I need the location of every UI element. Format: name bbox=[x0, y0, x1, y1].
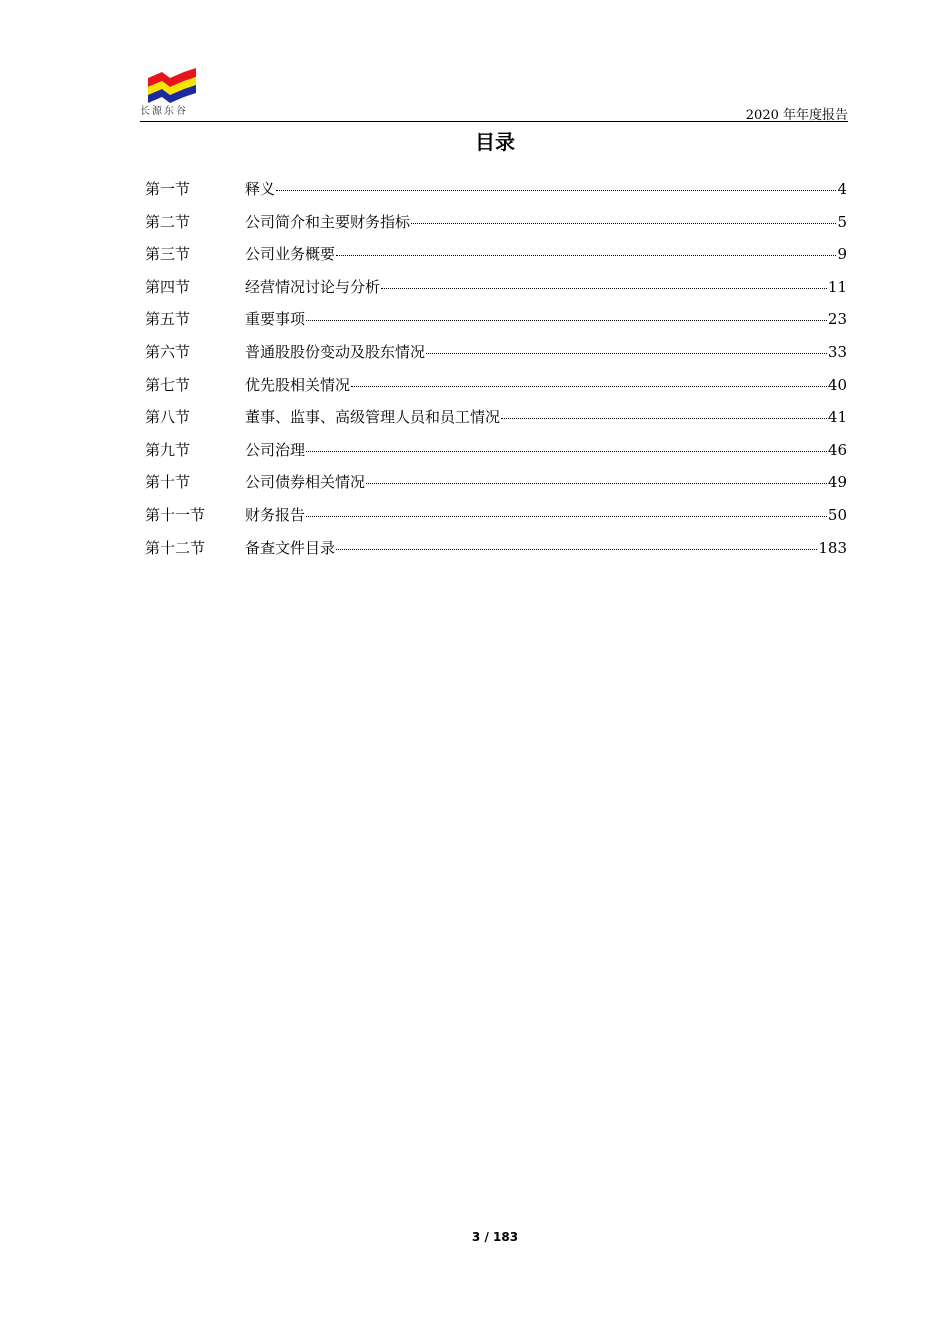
toc-section-number: 第七节 bbox=[145, 375, 191, 394]
toc-entry bbox=[245, 276, 847, 297]
toc-item[interactable] bbox=[145, 374, 847, 407]
toc-section-number: 第五节 bbox=[145, 310, 191, 329]
toc-entry bbox=[245, 406, 847, 427]
toc-section-number: 第八节 bbox=[145, 408, 191, 427]
logo-text: 长源东谷 bbox=[140, 106, 188, 117]
toc-entry bbox=[245, 504, 847, 525]
toc-dot-leader bbox=[306, 451, 827, 452]
toc-dot-leader bbox=[366, 483, 827, 484]
toc-dot-leader bbox=[336, 255, 836, 256]
toc-entry bbox=[245, 308, 847, 329]
header-divider bbox=[140, 121, 848, 122]
toc-section-title[interactable]: 优先股相关情况 bbox=[245, 375, 351, 394]
toc-page-number: 9 bbox=[837, 245, 847, 264]
toc-section-title[interactable]: 经营情况讨论与分析 bbox=[245, 277, 381, 296]
toc-entry bbox=[245, 374, 847, 395]
toc-section-number: 第四节 bbox=[145, 277, 191, 296]
toc-section-number: 第一节 bbox=[145, 180, 191, 198]
toc-item[interactable] bbox=[145, 439, 847, 472]
page-header bbox=[140, 66, 848, 122]
toc-section-title[interactable]: 重要事项 bbox=[245, 310, 306, 329]
toc-entry bbox=[245, 178, 847, 199]
toc-section-title[interactable]: 公司业务概要 bbox=[245, 245, 336, 264]
toc-section-title[interactable]: 公司简介和主要财务指标 bbox=[245, 212, 411, 231]
toc-section-title[interactable]: 普通股股份变动及股东情况 bbox=[245, 342, 426, 361]
toc-title: 目录 bbox=[475, 130, 515, 154]
toc-item[interactable] bbox=[145, 211, 847, 244]
toc-item[interactable] bbox=[145, 243, 847, 276]
toc-page-number: 46 bbox=[827, 440, 847, 459]
toc-page-number: 183 bbox=[818, 538, 847, 557]
toc-dot-leader bbox=[426, 353, 827, 354]
toc-section-number: 第二节 bbox=[145, 212, 191, 231]
toc-page-number: 4 bbox=[837, 180, 847, 198]
toc-dot-leader bbox=[306, 516, 827, 517]
toc-page-number: 50 bbox=[827, 505, 847, 524]
toc-entry bbox=[245, 537, 847, 558]
toc-page-number: 5 bbox=[837, 212, 847, 231]
page-number: 3 / 183 bbox=[471, 1230, 519, 1244]
toc-section-number: 第三节 bbox=[145, 245, 191, 264]
toc-item[interactable] bbox=[145, 537, 847, 570]
toc-dot-leader bbox=[276, 190, 836, 191]
toc-dot-leader bbox=[411, 223, 836, 224]
toc-page-number: 40 bbox=[827, 375, 847, 394]
toc-item[interactable] bbox=[145, 471, 847, 504]
toc-page-number: 49 bbox=[827, 473, 847, 492]
toc-item[interactable] bbox=[145, 341, 847, 374]
toc-page-number: 11 bbox=[827, 277, 847, 296]
toc-dot-leader bbox=[336, 549, 817, 550]
toc-entry bbox=[245, 341, 847, 362]
toc-item[interactable] bbox=[145, 504, 847, 537]
toc-section-number: 第六节 bbox=[145, 342, 191, 361]
toc-page-number: 23 bbox=[827, 310, 847, 329]
toc-dot-leader bbox=[306, 320, 827, 321]
report-title: 2020 年年度报告 bbox=[745, 108, 848, 123]
toc-page-number: 33 bbox=[827, 342, 847, 361]
toc-item[interactable] bbox=[145, 178, 847, 211]
toc-section-number: 第十一节 bbox=[145, 505, 206, 524]
toc-section-title[interactable]: 公司治理 bbox=[245, 440, 306, 459]
toc-section-number: 第十节 bbox=[145, 473, 191, 492]
toc-dot-leader bbox=[351, 386, 827, 387]
toc-item[interactable] bbox=[145, 276, 847, 309]
toc-entry bbox=[245, 243, 847, 264]
toc-section-title[interactable]: 备查文件目录 bbox=[245, 538, 336, 557]
logo-mark-icon bbox=[148, 68, 198, 104]
toc-section-title[interactable]: 董事、监事、高级管理人员和员工情况 bbox=[245, 408, 501, 427]
toc-entry bbox=[245, 439, 847, 460]
toc-item[interactable] bbox=[145, 308, 847, 341]
toc-item[interactable] bbox=[145, 406, 847, 439]
toc-entry bbox=[245, 471, 847, 492]
toc-dot-leader bbox=[381, 288, 827, 289]
toc-section-number: 第九节 bbox=[145, 440, 191, 459]
toc-dot-leader bbox=[501, 418, 827, 419]
toc-section-number: 第十二节 bbox=[145, 538, 206, 557]
toc-section-title[interactable]: 财务报告 bbox=[245, 505, 306, 524]
toc-entry bbox=[245, 211, 847, 232]
table-of-contents bbox=[145, 178, 847, 569]
toc-section-title[interactable]: 公司债券相关情况 bbox=[245, 473, 366, 492]
toc-page-number: 41 bbox=[827, 408, 847, 427]
toc-section-title[interactable]: 释义 bbox=[245, 180, 276, 198]
